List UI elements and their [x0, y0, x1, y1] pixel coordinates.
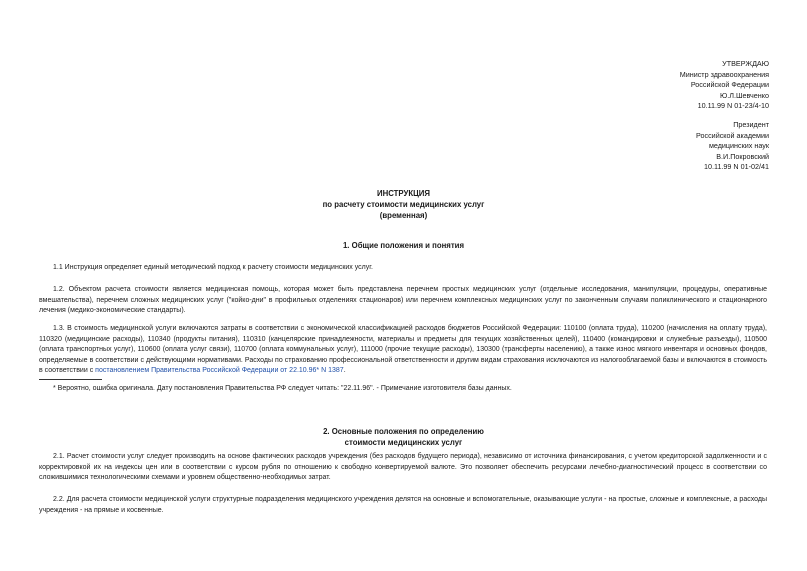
approval-line: Ю.Л.Шевченко — [720, 90, 769, 100]
paragraph-1-2: 1.2. Объектом расчета стоимости является медицинская помощь, которая может быть представлена перечнем простых медицинских услуг (отдельные исследования, манипуляции, процедуры, оперативные вмешательства), перечнем сложных медицинских услуг ("койко-дни" в профильных отделениях стационаров) или перечнем комплексных медицинских услуг по законченным случаям поликлинического и стационарного лечения (медико-экономические стандарты). — [39, 286, 767, 315]
paragraph-1-3 — [39, 324, 767, 377]
footnote-divider — [39, 379, 102, 380]
approval-block-academy-president — [696, 120, 769, 173]
approval-line: медицинских наук — [708, 141, 769, 151]
approval-line: 10.11.99 N 01-02/41 — [703, 162, 769, 172]
approval-line: 10.11.99 N 01-23/4-10 — [697, 101, 769, 111]
paragraph-2-1: 2.1. Расчет стоимости услуг следует производить на основе фактических расходов учреждения (без расходов будущего периода), независимо от источника финансирования, с учетом кредиторской задолженности и с корректировкой их на индексы цен или в соответствии с курсом рубля по отношению к свободно конвертируемой валюте. Это позволяет обеспечить ресурсами лечебно-диагностический процесс в соответствии со сложившимися технологическими схемами и уровнем общественно-необходимых затрат. — [39, 453, 767, 482]
paragraph-1-3-text: 1.3. В стоимость медицинской услуги включаются затраты в соответствии с экономической классификацией расходов бюджетов Российской Федерации: 110100 (оплата труда), 110200 (начисления на оплату труда), 110320 (медицинские расходы), 110340 (продукты питания), 110310 (канцелярские принадлежности, материалы и предметы для текущих хозяйственных целей), 110400 (командировки и служебные разъезды), 110500 (оплата транспортных услуг), 110600 (оплата услуг связи), 110700 (оплата коммунальных услуг), 111000 (прочие текущие расходы), 130300 (трансферты населению), а также износ мягкого инвентаря и основных фондов, определяемые в соответствии с действующими нормативами. Расходы по страхованию профессиональной ответственности и другим видам страхования исключаются из налогооблагаемой базы и включаются в стоимость в соответствии с — [39, 325, 767, 375]
approval-line: Министр здравоохранения — [679, 69, 769, 79]
paragraph-2-2: 2.2. Для расчета стоимости медицинской услуги структурные подразделения медицинского учреждения делятся на основные и вспомогательные, оказывающие услуги - на простые, сложные и комплексные, а расходы учреждения - на прямые и косвенные. — [39, 496, 767, 514]
paragraph-1-3-end: . — [343, 367, 346, 375]
document-title-line: по расчету стоимости медицинских услуг — [322, 200, 485, 209]
document-title — [0, 188, 807, 221]
government-decree-link[interactable]: постановлением Правительства Российской Федерации от 22.10.96* N 1387 — [95, 367, 344, 375]
section-1-heading: 1. Общие положения и понятия — [342, 241, 465, 250]
document-title-line: (временная) — [379, 211, 428, 220]
section-2-heading-line: 2. Основные положения по определению — [323, 427, 484, 436]
document-title-line: ИНСТРУКЦИЯ — [376, 189, 431, 198]
approval-line: Российской Федерации — [690, 80, 769, 90]
paragraph-1-1: 1.1 Инструкция определяет единый методический подход к расчету стоимости медицинских услуг. — [53, 264, 373, 271]
approval-line: Президент — [733, 120, 769, 129]
section-2-heading-line: стоимости медицинских услуг — [344, 438, 463, 447]
section-2-heading — [0, 426, 807, 448]
approval-line: В.И.Покровский — [716, 151, 769, 161]
approval-line: УТВЕРЖДАЮ — [722, 59, 769, 68]
footnote: * Вероятно, ошибка оригинала. Дату постановления Правительства РФ следует читать: "22.11.96". - Примечание изготовителя базы данных. — [53, 385, 512, 392]
approval-block-minister — [680, 59, 769, 112]
approval-line: Российской академии — [696, 130, 769, 140]
